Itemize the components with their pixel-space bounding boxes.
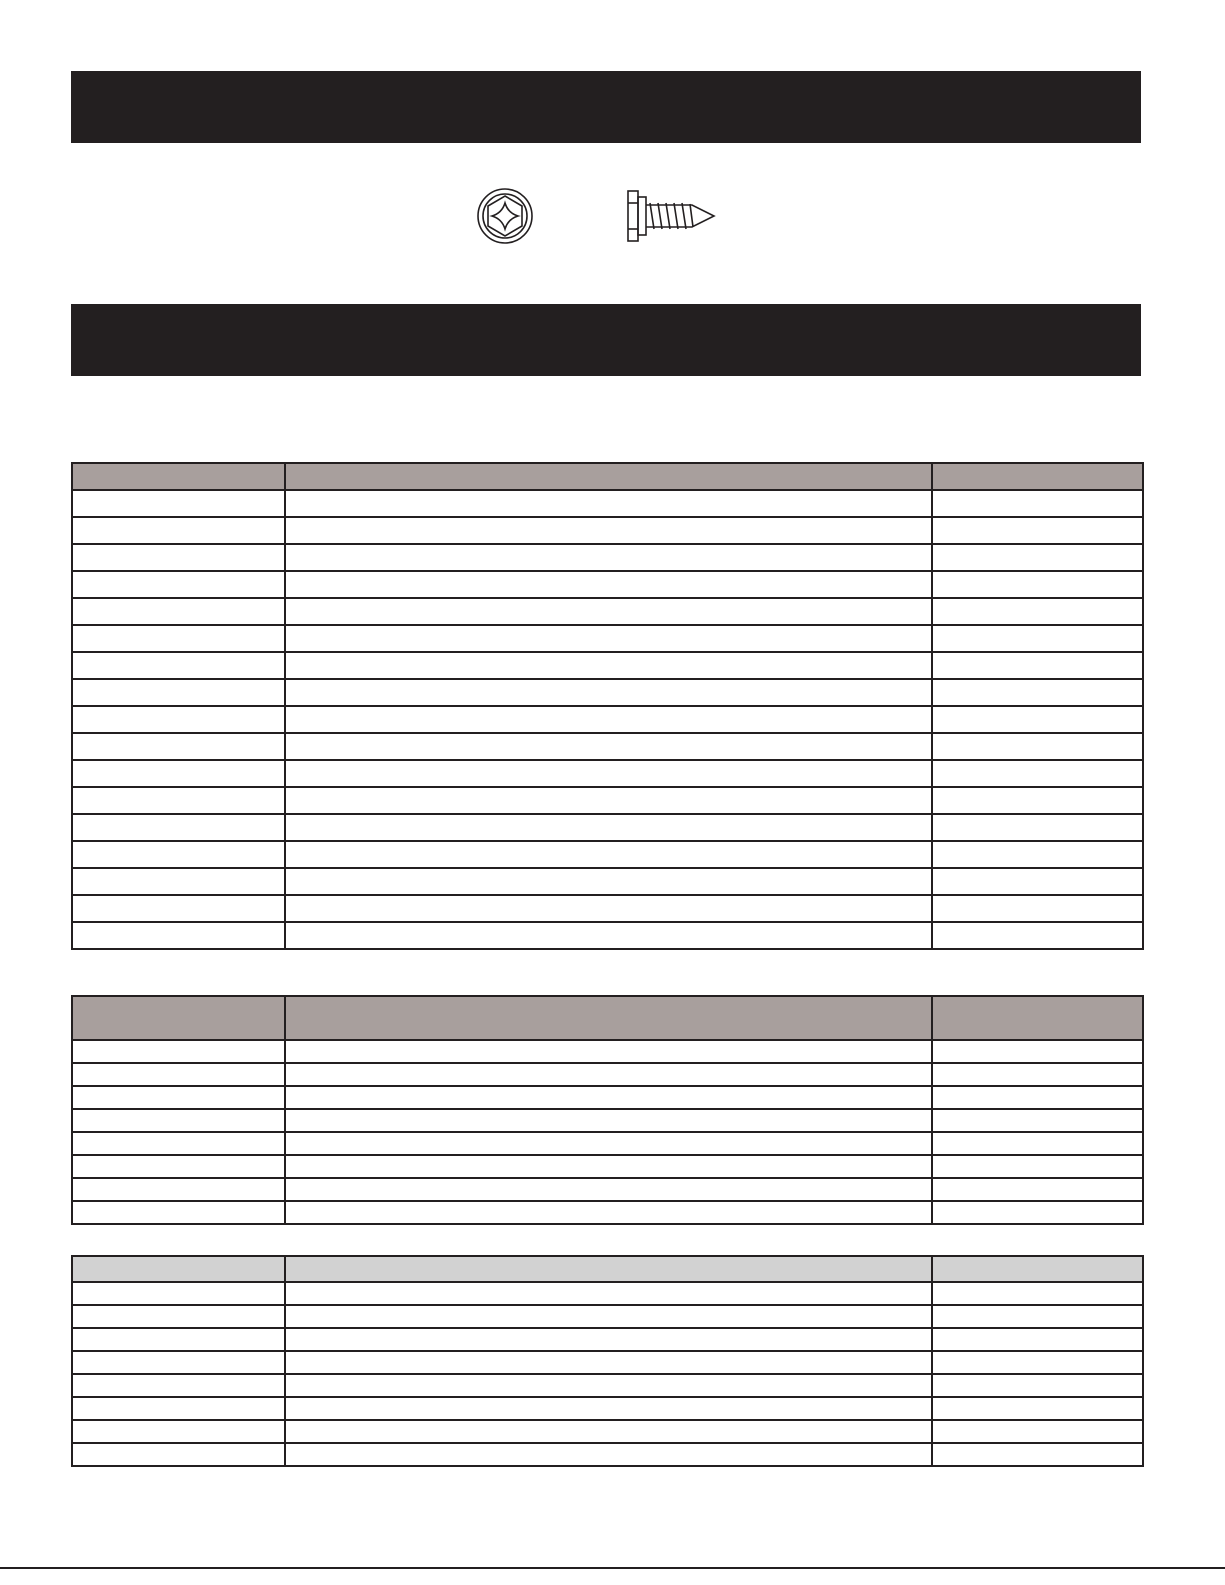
cell-part-number	[72, 517, 285, 544]
cell-description	[285, 922, 932, 949]
cell-description	[285, 625, 932, 652]
cell-description	[285, 1086, 932, 1109]
cell-quantity	[932, 490, 1143, 517]
table-row	[72, 1086, 1143, 1109]
cell-part-number	[72, 1063, 285, 1086]
cell-description	[285, 571, 932, 598]
table-row	[72, 1040, 1143, 1063]
cell-part-number	[72, 787, 285, 814]
table-row	[72, 1109, 1143, 1132]
table-row	[72, 1132, 1143, 1155]
cell-quantity	[932, 868, 1143, 895]
header-cell-description	[285, 1256, 932, 1282]
table-row	[72, 1201, 1143, 1224]
cell-description	[285, 1351, 932, 1374]
cell-part-number	[72, 1086, 285, 1109]
table-row	[72, 598, 1143, 625]
cell-quantity	[932, 1201, 1143, 1224]
screw-illustration	[470, 183, 730, 249]
cell-part-number	[72, 1443, 285, 1466]
cell-part-number	[72, 598, 285, 625]
cell-description	[285, 1420, 932, 1443]
cell-description	[285, 679, 932, 706]
cell-quantity	[932, 1397, 1143, 1420]
header-cell-part-number	[72, 1256, 285, 1282]
table-row	[72, 922, 1143, 949]
cell-part-number	[72, 490, 285, 517]
cell-part-number	[72, 922, 285, 949]
cell-part-number	[72, 1397, 285, 1420]
parts-table-3	[71, 1255, 1144, 1467]
cell-part-number	[72, 1109, 285, 1132]
cell-part-number	[72, 733, 285, 760]
cell-part-number	[72, 1201, 285, 1224]
table-row	[72, 760, 1143, 787]
cell-part-number	[72, 652, 285, 679]
cell-part-number	[72, 1282, 285, 1305]
cell-quantity	[932, 1305, 1143, 1328]
cell-quantity	[932, 1374, 1143, 1397]
cell-description	[285, 598, 932, 625]
table-row	[72, 571, 1143, 598]
cell-description	[285, 814, 932, 841]
cell-part-number	[72, 1132, 285, 1155]
table-row	[72, 787, 1143, 814]
section-banner-top	[71, 71, 1141, 143]
cell-part-number	[72, 868, 285, 895]
cell-part-number	[72, 1374, 285, 1397]
table-row	[72, 1155, 1143, 1178]
cell-description	[285, 652, 932, 679]
cell-description	[285, 1132, 932, 1155]
cell-quantity	[932, 1155, 1143, 1178]
cell-description	[285, 787, 932, 814]
cell-description	[285, 895, 932, 922]
cell-quantity	[932, 1328, 1143, 1351]
cell-description	[285, 760, 932, 787]
table-row	[72, 1397, 1143, 1420]
table-row	[72, 814, 1143, 841]
cell-part-number	[72, 571, 285, 598]
cell-quantity	[932, 1063, 1143, 1086]
table-row	[72, 1328, 1143, 1351]
table-row	[72, 706, 1143, 733]
cell-quantity	[932, 1086, 1143, 1109]
cell-quantity	[932, 814, 1143, 841]
cell-part-number	[72, 895, 285, 922]
cell-quantity	[932, 1040, 1143, 1063]
table-row	[72, 733, 1143, 760]
cell-quantity	[932, 517, 1143, 544]
cell-part-number	[72, 760, 285, 787]
table-header-row	[72, 463, 1143, 490]
table-row	[72, 1443, 1143, 1466]
cell-quantity	[932, 895, 1143, 922]
cell-quantity	[932, 841, 1143, 868]
cell-quantity	[932, 679, 1143, 706]
cell-description	[285, 1305, 932, 1328]
cell-quantity	[932, 760, 1143, 787]
cell-description	[285, 1109, 932, 1132]
table-header-row	[72, 996, 1143, 1040]
header-cell-part-number	[72, 463, 285, 490]
cell-quantity	[932, 1420, 1143, 1443]
header-cell-quantity	[932, 1256, 1143, 1282]
cell-quantity	[932, 625, 1143, 652]
cell-description	[285, 1063, 932, 1086]
cell-part-number	[72, 1305, 285, 1328]
cell-quantity	[932, 1443, 1143, 1466]
cell-quantity	[932, 1178, 1143, 1201]
cell-description	[285, 706, 932, 733]
cell-part-number	[72, 706, 285, 733]
header-cell-part-number	[72, 996, 285, 1040]
cell-part-number	[72, 814, 285, 841]
table-row	[72, 544, 1143, 571]
table-row	[72, 490, 1143, 517]
parts-table-2	[71, 995, 1144, 1225]
cell-quantity	[932, 733, 1143, 760]
cell-description	[285, 1201, 932, 1224]
cell-description	[285, 1374, 932, 1397]
parts-table-1	[71, 462, 1144, 950]
header-cell-description	[285, 996, 932, 1040]
cell-quantity	[932, 652, 1143, 679]
cell-part-number	[72, 1420, 285, 1443]
cell-part-number	[72, 1351, 285, 1374]
cell-description	[285, 841, 932, 868]
table-row	[72, 1374, 1143, 1397]
cell-description	[285, 1397, 932, 1420]
cell-part-number	[72, 841, 285, 868]
table-row	[72, 868, 1143, 895]
bottom-rule	[0, 1567, 1225, 1569]
table-row	[72, 1178, 1143, 1201]
section-banner-middle	[71, 304, 1141, 376]
cell-quantity	[932, 922, 1143, 949]
cell-quantity	[932, 706, 1143, 733]
cell-description	[285, 868, 932, 895]
table-row	[72, 517, 1143, 544]
table-header-row	[72, 1256, 1143, 1282]
cell-part-number	[72, 679, 285, 706]
cell-quantity	[932, 787, 1143, 814]
cell-description	[285, 1282, 932, 1305]
phillips-hex-screw-head-icon	[478, 189, 532, 243]
cell-part-number	[72, 544, 285, 571]
table-row	[72, 895, 1143, 922]
cell-description	[285, 490, 932, 517]
table-row	[72, 1282, 1143, 1305]
cell-description	[285, 1178, 932, 1201]
table-row	[72, 1420, 1143, 1443]
cell-part-number	[72, 1328, 285, 1351]
table-row	[72, 841, 1143, 868]
cell-description	[285, 733, 932, 760]
header-cell-quantity	[932, 463, 1143, 490]
cell-description	[285, 1155, 932, 1178]
cell-part-number	[72, 1178, 285, 1201]
cell-description	[285, 517, 932, 544]
table-row	[72, 1305, 1143, 1328]
header-cell-quantity	[932, 996, 1143, 1040]
table-row	[72, 1063, 1143, 1086]
table-row	[72, 652, 1143, 679]
cell-quantity	[932, 544, 1143, 571]
header-cell-description	[285, 463, 932, 490]
cell-quantity	[932, 1351, 1143, 1374]
cell-quantity	[932, 571, 1143, 598]
cell-description	[285, 1040, 932, 1063]
cell-quantity	[932, 1132, 1143, 1155]
cell-description	[285, 544, 932, 571]
cell-quantity	[932, 1282, 1143, 1305]
table-row	[72, 679, 1143, 706]
self-tapping-hex-screw-icon	[628, 191, 714, 241]
table-row	[72, 1351, 1143, 1374]
cell-part-number	[72, 625, 285, 652]
table-row	[72, 625, 1143, 652]
cell-description	[285, 1443, 932, 1466]
cell-quantity	[932, 598, 1143, 625]
cell-part-number	[72, 1155, 285, 1178]
cell-part-number	[72, 1040, 285, 1063]
cell-description	[285, 1328, 932, 1351]
cell-quantity	[932, 1109, 1143, 1132]
